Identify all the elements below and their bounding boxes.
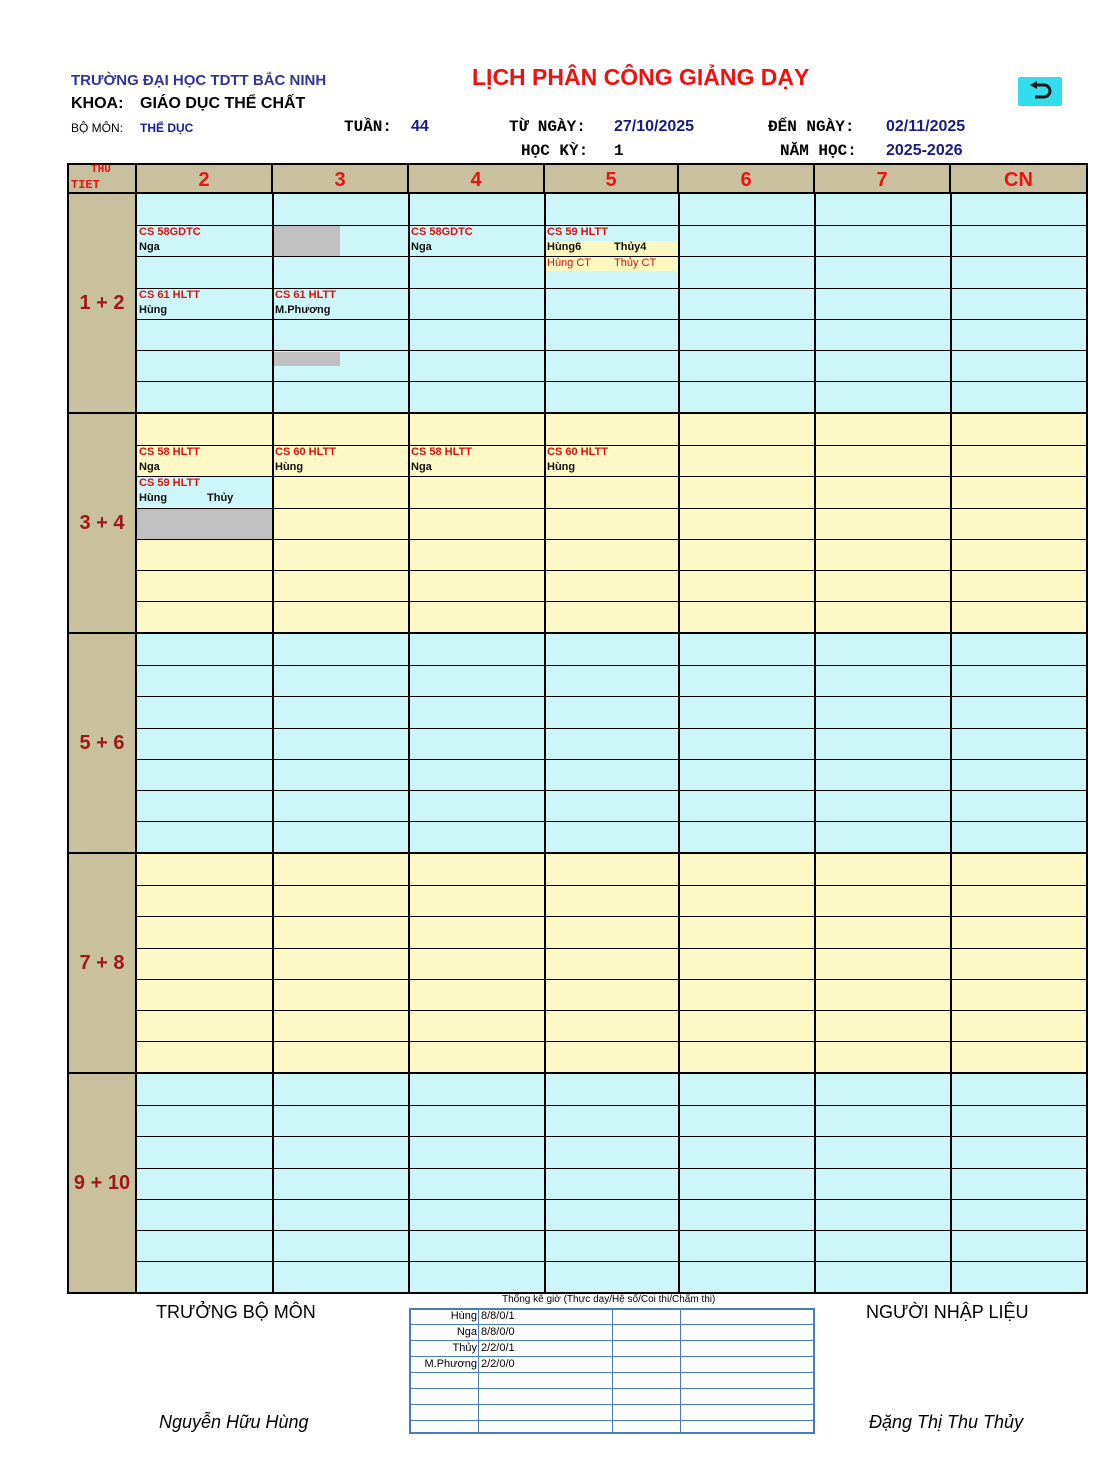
nguoi-nhap-lieu-label: NGƯỜI NHẬP LIỆU	[866, 1302, 1029, 1322]
teacher-name: Thủy	[207, 492, 234, 504]
day-header-4: 4	[409, 163, 545, 194]
day-header-3: 3	[273, 163, 409, 194]
teacher-name: Hùng	[275, 461, 304, 473]
corner-cell	[67, 163, 137, 194]
teacher-name: Hùng6	[547, 241, 582, 253]
period-label: 7 + 8	[67, 854, 137, 1074]
stats-value: 8/8/0/1	[481, 1310, 515, 1322]
class-code: CS 59 HLTT	[139, 477, 200, 489]
hoc-ky-label: HỌC KỲ:	[521, 142, 589, 160]
signature-right: Đặng Thị Thu Thủy	[869, 1412, 1024, 1432]
truong-bo-mon-label: TRƯỞNG BỘ MÔN	[156, 1302, 316, 1322]
tu-ngay-label: TỪ NGÀY:	[509, 118, 586, 136]
day-header-7: 7	[815, 163, 951, 194]
period-label: 1 + 2	[67, 194, 137, 414]
stats-value: 2/2/0/1	[481, 1342, 515, 1354]
stats-teacher: Hùng	[450, 1310, 477, 1322]
teacher-name: Hùng	[547, 461, 576, 473]
stats-teacher: M.Phương	[424, 1358, 477, 1370]
tu-ngay-value: 27/10/2025	[614, 118, 695, 135]
period-block	[137, 634, 1088, 854]
teacher-name: Nga	[139, 461, 160, 473]
class-code: CS 58GDTC	[139, 226, 201, 238]
return-arrow-icon	[1027, 81, 1053, 102]
day-header-5: 5	[545, 163, 679, 194]
period-label: 5 + 6	[67, 634, 137, 854]
bomon-label: BỘ MÔN:	[71, 121, 124, 135]
stats-title: Thống kê giờ (Thực dạy/Hệ số/Coi thi/Chấm thi)	[502, 1294, 716, 1305]
teacher-name: M.Phương	[275, 304, 331, 316]
class-code: CS 61 HLTT	[275, 289, 336, 301]
khoa-value: GIÁO DỤC THỂ CHẤT	[140, 95, 306, 112]
teacher-name: Nga	[411, 241, 432, 253]
blocked-cell	[137, 508, 272, 539]
class-code: CS 59 HLTT	[547, 226, 608, 238]
class-code: CS 58GDTC	[411, 226, 473, 238]
class-code: CS 58 HLTT	[411, 446, 472, 458]
signature-left: Nguyễn Hữu Hùng	[159, 1412, 309, 1432]
class-code: CS 61 HLTT	[139, 289, 200, 301]
stats-teacher: Thủy	[452, 1342, 477, 1354]
teacher-name: Hùng	[139, 492, 168, 504]
school-name: TRƯỜNG ĐẠI HỌC TDTT BẮC NINH	[71, 72, 327, 89]
day-header-2: 2	[137, 163, 273, 194]
stats-teacher: Nga	[456, 1326, 477, 1338]
teacher-name: Thủy4	[614, 241, 647, 253]
teacher-name: Nga	[411, 461, 432, 473]
blocked-cell	[274, 226, 340, 257]
back-button[interactable]	[1018, 77, 1062, 106]
corner-tiet: TIET	[71, 178, 100, 192]
class-code: CS 58 HLTT	[139, 446, 200, 458]
tuan-label: TUẦN:	[344, 118, 393, 136]
den-ngay-value: 02/11/2025	[886, 118, 966, 135]
nam-hoc-label: NĂM HỌC:	[780, 142, 857, 160]
nam-hoc-value: 2025-2026	[886, 142, 963, 159]
page-title: LỊCH PHÂN CÔNG GIẢNG DẠY	[472, 64, 810, 90]
bomon-value: THỂ DỤC	[140, 121, 194, 135]
den-ngay-label: ĐẾN NGÀY:	[768, 118, 855, 136]
period-block	[137, 1074, 1088, 1294]
exam-note: Thủy CT	[614, 257, 657, 269]
blocked-cell	[274, 352, 340, 366]
teacher-name: Hùng	[139, 304, 168, 316]
period-block	[137, 854, 1088, 1074]
exam-note: Hùng CT	[547, 257, 592, 269]
period-label: 9 + 10	[67, 1074, 137, 1294]
stats-table	[409, 1308, 815, 1434]
period-block	[137, 414, 1088, 634]
day-header-cn: CN	[951, 163, 1088, 194]
teacher-name: Nga	[139, 241, 160, 253]
period-block	[137, 194, 1088, 414]
khoa-label: KHOA:	[71, 95, 124, 112]
corner-thu: THU	[91, 164, 111, 176]
class-code: CS 60 HLTT	[547, 446, 608, 458]
period-label: 3 + 4	[67, 414, 137, 634]
tuan-value: 44	[411, 118, 429, 135]
stats-value: 2/2/0/0	[481, 1358, 515, 1370]
class-code: CS 60 HLTT	[275, 446, 336, 458]
stats-value: 8/8/0/0	[481, 1326, 515, 1338]
day-header-6: 6	[679, 163, 815, 194]
hoc-ky-value: 1	[614, 142, 624, 160]
